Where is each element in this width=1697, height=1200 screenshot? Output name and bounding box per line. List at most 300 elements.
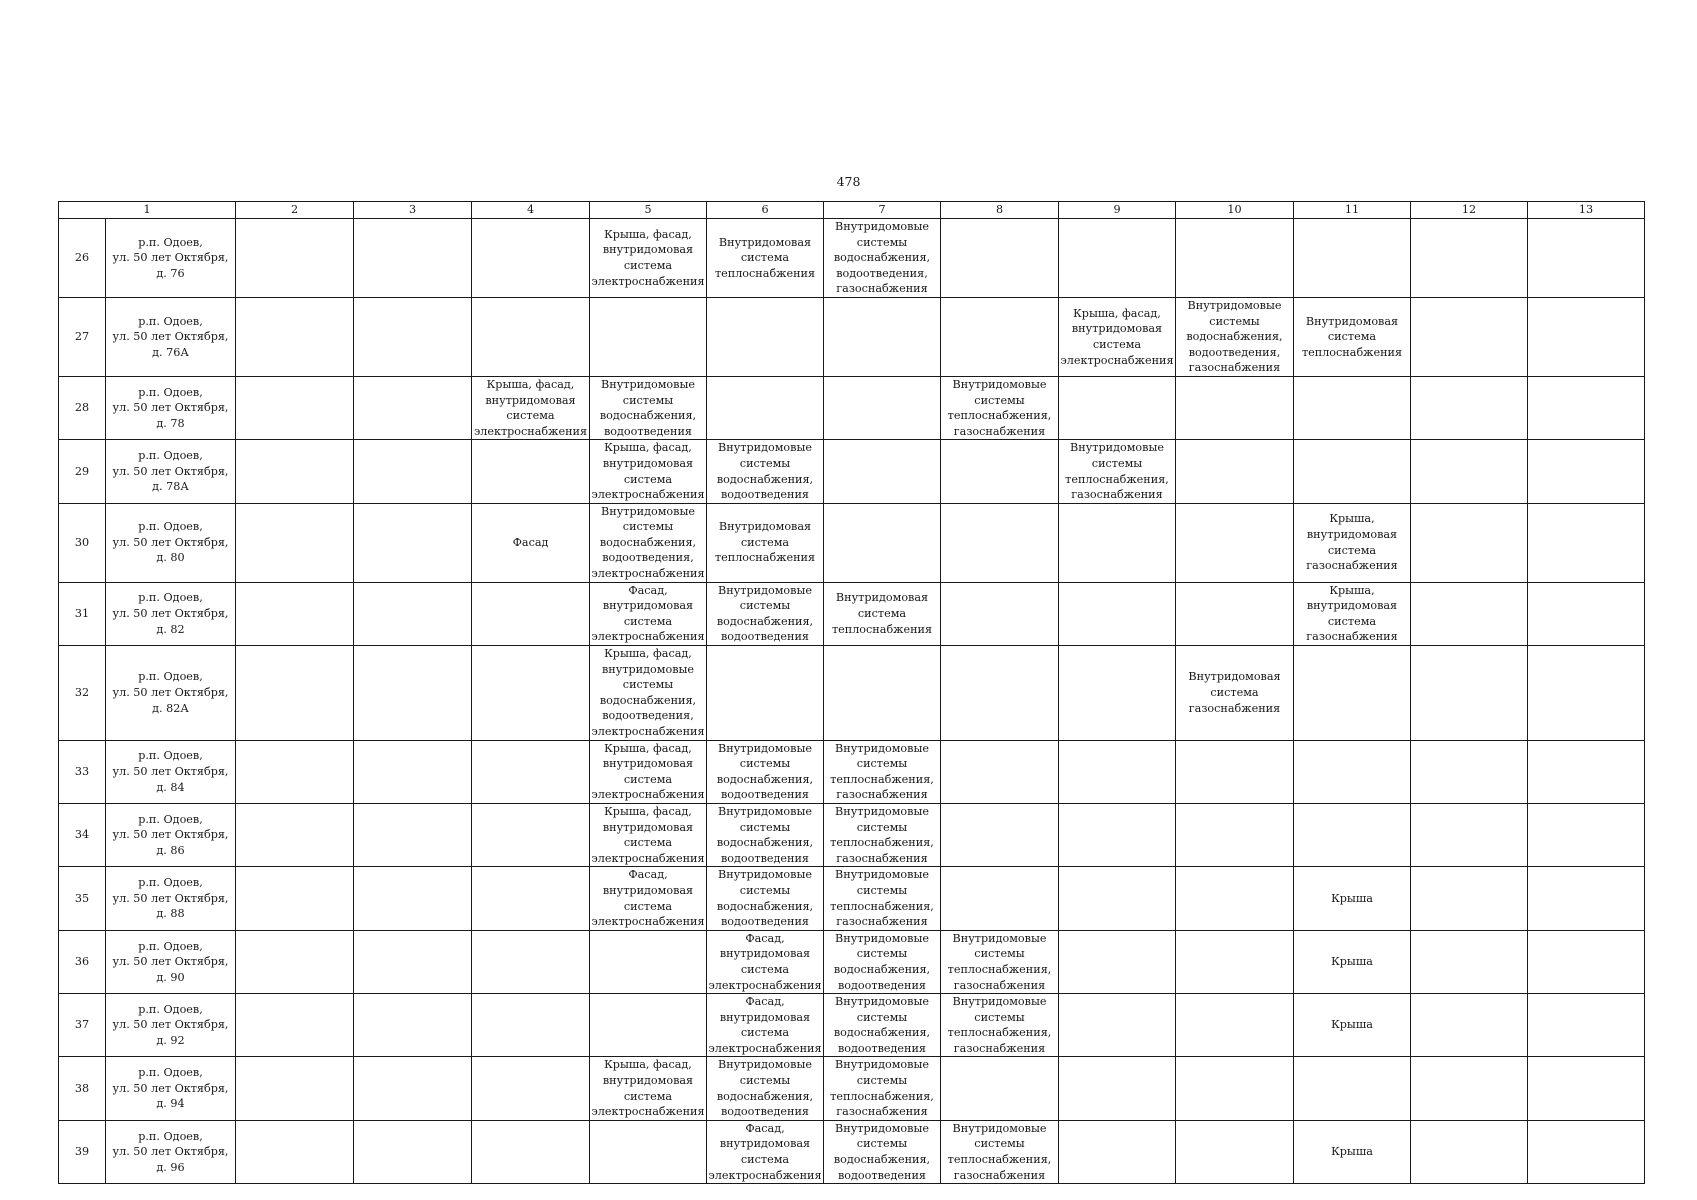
col-3-cell <box>354 1057 472 1120</box>
col-4-cell <box>472 376 590 439</box>
col-4-text: Крыша, фасад, внутридомовая система электроснабжения <box>473 377 588 438</box>
col-9-cell <box>1059 740 1176 803</box>
col-7-cell <box>824 994 941 1057</box>
col-7-text: Внутридомовые системы водоснабжения, водоотведения <box>833 995 931 1055</box>
col-13-cell <box>1528 1057 1645 1120</box>
col-9-cell <box>1059 582 1176 645</box>
column-header-4: 4 <box>472 202 590 219</box>
col-5-cell <box>590 219 707 298</box>
table-row <box>59 867 1645 930</box>
col-6-cell <box>707 867 824 930</box>
col-7-text: Внутридомовые системы теплоснабжения, газоснабжения <box>830 804 934 865</box>
column-header-1: 1 <box>59 202 236 219</box>
table-row <box>59 1120 1645 1183</box>
col-7-cell <box>824 297 941 376</box>
col-6-text: Внутридомовые системы водоснабжения, водоотведения <box>716 583 814 644</box>
col-7-cell <box>824 582 941 645</box>
col-12-cell <box>1411 582 1528 645</box>
col-13-cell <box>1528 1120 1645 1183</box>
col-10-cell <box>1176 376 1294 439</box>
col-2-cell <box>236 582 354 645</box>
address-text: р.п. Одоев, ул. 50 лет Октября, д. 96 <box>112 1129 229 1174</box>
col-7-text: Внутридомовые системы теплоснабжения, газоснабжения <box>830 868 934 929</box>
col-10-cell <box>1176 1057 1294 1120</box>
col-13-cell <box>1528 803 1645 866</box>
col-11-cell <box>1294 646 1411 741</box>
col-5-text: Фасад, внутридомовая система электроснабжения <box>591 583 705 644</box>
col-3-cell <box>354 867 472 930</box>
col-8-cell <box>941 440 1059 503</box>
address-cell <box>106 376 236 439</box>
address-cell <box>106 930 236 993</box>
col-8-cell <box>941 219 1059 298</box>
row-number-cell <box>59 994 106 1057</box>
col-5-text: Фасад, внутридомовая система электроснабжения <box>591 868 705 929</box>
col-7-cell <box>824 1057 941 1120</box>
row-number-cell <box>59 376 106 439</box>
address-text: р.п. Одоев, ул. 50 лет Октября, д. 78А <box>112 449 229 494</box>
col-4-cell <box>472 297 590 376</box>
row-number-text: 31 <box>74 607 90 621</box>
col-2-cell <box>236 803 354 866</box>
row-number-cell <box>59 297 106 376</box>
address-text: р.п. Одоев, ул. 50 лет Октября, д. 80 <box>112 520 229 565</box>
col-4-cell <box>472 440 590 503</box>
col-12-cell <box>1411 930 1528 993</box>
col-3-cell <box>354 803 472 866</box>
col-6-text: Внутридомовые системы водоснабжения, водоотведения <box>716 441 814 502</box>
col-5-cell <box>590 1057 707 1120</box>
col-7-cell <box>824 219 941 298</box>
col-7-text: Внутридомовые системы водоснабжения, водоотведения <box>833 1121 931 1182</box>
col-12-cell <box>1411 1120 1528 1183</box>
address-cell <box>106 646 236 741</box>
col-7-cell <box>824 1120 941 1183</box>
col-5-cell <box>590 740 707 803</box>
col-6-cell <box>707 582 824 645</box>
col-6-text: Внутридомовые системы водоснабжения, водоотведения <box>716 868 814 929</box>
col-11-cell <box>1294 930 1411 993</box>
table-row <box>59 740 1645 803</box>
col-3-cell <box>354 219 472 298</box>
col-11-text: Внутридомовая система теплоснабжения <box>1301 314 1403 359</box>
address-cell <box>106 994 236 1057</box>
col-4-cell <box>472 803 590 866</box>
col-11-cell <box>1294 440 1411 503</box>
address-text: р.п. Одоев, ул. 50 лет Октября, д. 88 <box>112 876 229 921</box>
col-13-cell <box>1528 994 1645 1057</box>
address-cell <box>106 867 236 930</box>
col-5-text: Крыша, фасад, внутридомовая система электроснабжения <box>591 227 705 288</box>
column-header-12: 12 <box>1411 202 1528 219</box>
col-2-cell <box>236 297 354 376</box>
col-5-text: Крыша, фасад, внутридомовая система электроснабжения <box>591 441 705 502</box>
row-number-text: 33 <box>74 764 90 778</box>
col-2-cell <box>236 1120 354 1183</box>
col-7-cell <box>824 646 941 741</box>
col-10-cell <box>1176 646 1294 741</box>
header-row <box>59 202 1645 219</box>
col-6-text: Внутридомовые системы водоснабжения, водоотведения <box>716 804 814 865</box>
address-text: р.п. Одоев, ул. 50 лет Октября, д. 86 <box>112 812 229 857</box>
col-13-cell <box>1528 930 1645 993</box>
col-9-cell <box>1059 867 1176 930</box>
col-10-cell <box>1176 219 1294 298</box>
col-3-cell <box>354 376 472 439</box>
row-number-cell <box>59 740 106 803</box>
col-7-text: Внутридомовые системы водоснабжения, водоотведения, газоснабжения <box>833 220 931 296</box>
table-row <box>59 219 1645 298</box>
col-7-cell <box>824 867 941 930</box>
address-text: р.п. Одоев, ул. 50 лет Октября, д. 76А <box>112 314 229 359</box>
col-7-cell <box>824 440 941 503</box>
col-12-cell <box>1411 297 1528 376</box>
col-11-text: Крыша <box>1331 891 1373 905</box>
col-5-text: Внутридомовые системы водоснабжения, водоотведения, электроснабжения <box>591 504 705 581</box>
address-cell <box>106 1120 236 1183</box>
col-4-text: Фасад <box>512 535 549 549</box>
col-11-cell <box>1294 740 1411 803</box>
col-9-text: Крыша, фасад, внутридомовая система электроснабжения <box>1060 306 1174 367</box>
col-7-cell <box>824 930 941 993</box>
col-5-text: Внутридомовые системы водоснабжения, водоотведения <box>599 377 697 438</box>
address-cell <box>106 803 236 866</box>
col-6-cell <box>707 930 824 993</box>
col-10-cell <box>1176 994 1294 1057</box>
row-number-text: 28 <box>74 401 90 415</box>
col-9-cell <box>1059 376 1176 439</box>
col-11-text: Крыша <box>1331 1145 1373 1159</box>
col-5-cell <box>590 503 707 582</box>
col-8-text: Внутридомовые системы теплоснабжения, газоснабжения <box>947 377 1052 438</box>
col-6-cell <box>707 297 824 376</box>
col-2-cell <box>236 646 354 741</box>
page-number: 478 <box>836 174 861 189</box>
col-7-text: Внутридомовые системы теплоснабжения, газоснабжения <box>830 1058 934 1119</box>
row-number-cell <box>59 803 106 866</box>
col-7-cell <box>824 803 941 866</box>
col-5-text: Крыша, фасад, внутридомовая система электроснабжения <box>591 804 705 865</box>
col-11-cell <box>1294 219 1411 298</box>
col-11-cell <box>1294 376 1411 439</box>
col-13-cell <box>1528 219 1645 298</box>
row-number-cell <box>59 219 106 298</box>
col-10-text: Внутридомовая система газоснабжения <box>1188 670 1281 715</box>
col-9-text: Внутридомовые системы теплоснабжения, газоснабжения <box>1065 441 1169 502</box>
col-8-cell <box>941 582 1059 645</box>
table-row <box>59 930 1645 993</box>
col-12-cell <box>1411 740 1528 803</box>
col-9-cell <box>1059 440 1176 503</box>
col-3-cell <box>354 582 472 645</box>
col-6-cell <box>707 219 824 298</box>
col-8-cell <box>941 930 1059 993</box>
table-row <box>59 803 1645 866</box>
col-5-cell <box>590 376 707 439</box>
col-4-cell <box>472 740 590 803</box>
col-12-cell <box>1411 803 1528 866</box>
col-11-cell <box>1294 1057 1411 1120</box>
col-3-cell <box>354 1120 472 1183</box>
col-13-cell <box>1528 867 1645 930</box>
address-cell <box>106 503 236 582</box>
row-number-cell <box>59 503 106 582</box>
col-3-cell <box>354 503 472 582</box>
col-10-cell <box>1176 582 1294 645</box>
col-6-text: Внутридомовая система теплоснабжения <box>714 520 816 565</box>
col-11-cell <box>1294 297 1411 376</box>
row-number-text: 36 <box>74 955 90 969</box>
col-3-cell <box>354 440 472 503</box>
col-10-cell <box>1176 803 1294 866</box>
address-cell <box>106 297 236 376</box>
table-row <box>59 582 1645 645</box>
col-7-text: Внутридомовая система теплоснабжения <box>831 591 933 636</box>
col-13-cell <box>1528 376 1645 439</box>
col-12-cell <box>1411 376 1528 439</box>
col-8-cell <box>941 503 1059 582</box>
col-9-cell <box>1059 930 1176 993</box>
address-text: р.п. Одоев, ул. 50 лет Октября, д. 90 <box>112 939 229 984</box>
col-5-cell <box>590 646 707 741</box>
address-cell <box>106 440 236 503</box>
row-number-text: 26 <box>74 251 90 265</box>
col-10-cell <box>1176 503 1294 582</box>
col-8-cell <box>941 867 1059 930</box>
col-12-cell <box>1411 867 1528 930</box>
column-header-7: 7 <box>824 202 941 219</box>
col-8-cell <box>941 803 1059 866</box>
col-8-text: Внутридомовые системы теплоснабжения, газоснабжения <box>947 1121 1052 1182</box>
column-header-3: 3 <box>354 202 472 219</box>
table-row <box>59 503 1645 582</box>
col-13-cell <box>1528 582 1645 645</box>
row-number-cell <box>59 646 106 741</box>
col-6-text: Фасад, внутридомовая система электроснабжения <box>708 1121 822 1182</box>
col-8-cell <box>941 1057 1059 1120</box>
col-10-cell <box>1176 1120 1294 1183</box>
col-10-cell <box>1176 297 1294 376</box>
col-3-cell <box>354 740 472 803</box>
address-cell <box>106 740 236 803</box>
col-3-cell <box>354 994 472 1057</box>
row-number-text: 27 <box>74 330 90 344</box>
col-9-cell <box>1059 1057 1176 1120</box>
column-header-13: 13 <box>1528 202 1645 219</box>
row-number-cell <box>59 1120 106 1183</box>
col-9-cell <box>1059 803 1176 866</box>
col-10-cell <box>1176 867 1294 930</box>
address-cell <box>106 1057 236 1120</box>
col-7-text: Внутридомовые системы теплоснабжения, газоснабжения <box>830 741 934 802</box>
row-number-text: 34 <box>74 828 90 842</box>
col-6-cell <box>707 503 824 582</box>
col-13-cell <box>1528 503 1645 582</box>
col-7-cell <box>824 740 941 803</box>
col-8-cell <box>941 994 1059 1057</box>
col-2-cell <box>236 930 354 993</box>
col-6-text: Фасад, внутридомовая система электроснабжения <box>708 995 822 1055</box>
col-6-cell <box>707 440 824 503</box>
col-4-cell <box>472 994 590 1057</box>
row-number-cell <box>59 930 106 993</box>
column-header-11: 11 <box>1294 202 1411 219</box>
column-header-6: 6 <box>707 202 824 219</box>
col-6-cell <box>707 803 824 866</box>
col-5-cell <box>590 297 707 376</box>
col-6-cell <box>707 646 824 741</box>
address-text: р.п. Одоев, ул. 50 лет Октября, д. 76 <box>112 235 229 280</box>
address-text: р.п. Одоев, ул. 50 лет Октября, д. 92 <box>112 1002 229 1048</box>
col-4-cell <box>472 867 590 930</box>
col-5-text: Крыша, фасад, внутридомовые системы водоснабжения, водоотведения, электроснабжения <box>591 647 705 738</box>
col-5-cell <box>590 930 707 993</box>
col-2-cell <box>236 219 354 298</box>
col-4-cell <box>472 582 590 645</box>
col-6-cell <box>707 994 824 1057</box>
row-number-cell <box>59 1057 106 1120</box>
address-text: р.п. Одоев, ул. 50 лет Октября, д. 82 <box>112 591 229 636</box>
column-header-2: 2 <box>236 202 354 219</box>
table-row <box>59 297 1645 376</box>
col-3-cell <box>354 297 472 376</box>
address-text: р.п. Одоев, ул. 50 лет Октября, д. 82А <box>112 670 229 715</box>
repair-schedule-table <box>58 201 1645 1184</box>
column-header-8: 8 <box>941 202 1059 219</box>
address-text: р.п. Одоев, ул. 50 лет Октября, д. 78 <box>112 385 229 430</box>
col-6-text: Внутридомовая система теплоснабжения <box>714 235 816 280</box>
col-6-text: Внутридомовые системы водоснабжения, водоотведения <box>716 741 814 802</box>
col-2-cell <box>236 740 354 803</box>
col-11-text: Крыша <box>1331 955 1373 969</box>
col-9-cell <box>1059 1120 1176 1183</box>
address-cell <box>106 219 236 298</box>
col-12-cell <box>1411 219 1528 298</box>
col-2-cell <box>236 376 354 439</box>
row-number-text: 38 <box>74 1081 90 1095</box>
col-5-cell <box>590 440 707 503</box>
col-11-cell <box>1294 803 1411 866</box>
table-row <box>59 440 1645 503</box>
col-5-cell <box>590 582 707 645</box>
col-9-cell <box>1059 994 1176 1057</box>
col-7-cell <box>824 503 941 582</box>
table-row <box>59 994 1645 1057</box>
col-11-cell <box>1294 1120 1411 1183</box>
col-4-cell <box>472 1120 590 1183</box>
col-11-text: Крыша <box>1331 1018 1373 1032</box>
col-6-cell <box>707 740 824 803</box>
col-4-cell <box>472 1057 590 1120</box>
row-number-text: 35 <box>74 891 90 905</box>
col-8-text: Внутридомовые системы теплоснабжения, газоснабжения <box>947 995 1052 1055</box>
col-5-text: Крыша, фасад, внутридомовая система электроснабжения <box>591 1058 705 1119</box>
col-4-cell <box>472 930 590 993</box>
col-11-cell <box>1294 503 1411 582</box>
col-11-text: Крыша, внутридомовая система газоснабжения <box>1306 583 1398 644</box>
col-9-cell <box>1059 646 1176 741</box>
table-header <box>59 202 1645 219</box>
col-5-text: Крыша, фасад, внутридомовая система электроснабжения <box>591 741 705 802</box>
col-5-cell <box>590 867 707 930</box>
col-9-cell <box>1059 297 1176 376</box>
col-3-cell <box>354 646 472 741</box>
col-4-cell <box>472 219 590 298</box>
row-number-text: 32 <box>74 686 90 700</box>
col-8-cell <box>941 376 1059 439</box>
row-number-text: 39 <box>74 1145 90 1159</box>
address-cell <box>106 582 236 645</box>
col-2-cell <box>236 867 354 930</box>
col-4-cell <box>472 646 590 741</box>
col-11-cell <box>1294 582 1411 645</box>
row-number-text: 29 <box>74 464 90 478</box>
col-9-cell <box>1059 503 1176 582</box>
column-header-9: 9 <box>1059 202 1176 219</box>
table-row <box>59 376 1645 439</box>
col-13-cell <box>1528 646 1645 741</box>
col-2-cell <box>236 1057 354 1120</box>
row-number-text: 30 <box>74 535 90 549</box>
col-13-cell <box>1528 740 1645 803</box>
col-7-text: Внутридомовые системы водоснабжения, водоотведения <box>833 931 931 992</box>
col-10-cell <box>1176 930 1294 993</box>
col-12-cell <box>1411 1057 1528 1120</box>
col-4-cell <box>472 503 590 582</box>
col-2-cell <box>236 503 354 582</box>
col-8-cell <box>941 646 1059 741</box>
col-10-cell <box>1176 440 1294 503</box>
col-6-text: Внутридомовые системы водоснабжения, водоотведения <box>716 1058 814 1119</box>
col-6-cell <box>707 376 824 439</box>
column-header-5: 5 <box>590 202 707 219</box>
col-5-cell <box>590 994 707 1057</box>
col-2-cell <box>236 440 354 503</box>
col-6-cell <box>707 1120 824 1183</box>
table-row <box>59 646 1645 741</box>
col-11-cell <box>1294 994 1411 1057</box>
col-8-text: Внутридомовые системы теплоснабжения, газоснабжения <box>947 931 1052 992</box>
col-12-cell <box>1411 440 1528 503</box>
col-8-cell <box>941 1120 1059 1183</box>
col-8-cell <box>941 297 1059 376</box>
address-text: р.п. Одоев, ул. 50 лет Октября, д. 84 <box>112 749 229 794</box>
col-11-text: Крыша, внутридомовая система газоснабжения <box>1306 512 1398 573</box>
col-13-cell <box>1528 440 1645 503</box>
col-8-cell <box>941 740 1059 803</box>
col-6-text: Фасад, внутридомовая система электроснабжения <box>708 931 822 992</box>
col-7-cell <box>824 376 941 439</box>
col-12-cell <box>1411 994 1528 1057</box>
col-2-cell <box>236 994 354 1057</box>
table-row <box>59 1057 1645 1120</box>
col-11-cell <box>1294 867 1411 930</box>
col-10-cell <box>1176 740 1294 803</box>
address-text: р.п. Одоев, ул. 50 лет Октября, д. 94 <box>112 1066 229 1111</box>
column-header-10: 10 <box>1176 202 1294 219</box>
col-6-cell <box>707 1057 824 1120</box>
row-number-text: 37 <box>74 1018 90 1032</box>
row-number-cell <box>59 582 106 645</box>
col-12-cell <box>1411 503 1528 582</box>
col-10-text: Внутридомовые системы водоснабжения, водоотведения, газоснабжения <box>1186 298 1283 375</box>
col-13-cell <box>1528 297 1645 376</box>
col-5-cell <box>590 1120 707 1183</box>
col-5-cell <box>590 803 707 866</box>
row-number-cell <box>59 440 106 503</box>
col-3-cell <box>354 930 472 993</box>
col-12-cell <box>1411 646 1528 741</box>
